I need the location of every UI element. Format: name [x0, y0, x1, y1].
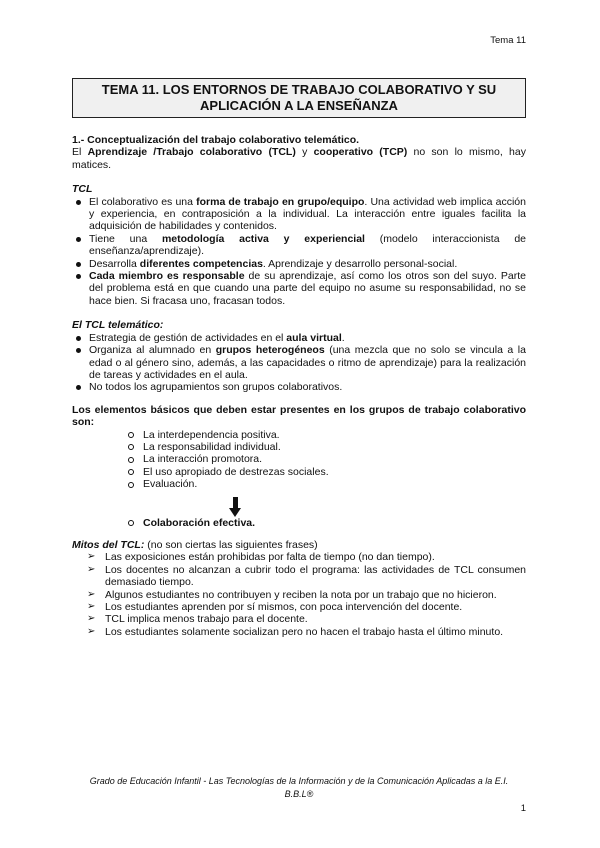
arrow-container — [72, 491, 526, 517]
item-text: Tiene una — [89, 232, 162, 245]
item-text: Organiza al alumnado en — [89, 344, 216, 357]
tcl-telematico-heading: El TCL telemático: — [72, 319, 164, 332]
item-text: Estrategia de gestión de actividades en el — [89, 331, 287, 344]
item-bold: forma de trabajo en grupo/equipo — [196, 195, 365, 208]
list-item — [72, 381, 526, 393]
title-line-1: TEMA 11. LOS ENTORNOS DE TRABAJO COLABORATIVO Y SU — [101, 82, 497, 97]
down-arrow-icon — [230, 497, 242, 517]
item-bold: metodología activa y experiencial — [161, 232, 365, 245]
list-item: La responsabilidad individual. — [128, 441, 526, 453]
item-text: (una mezcla que no solo se vincula a la edad o al género sino, además, a las capacidades o ritmo de aprendizaje) para la realización de tareas y actividades en el aula. — [89, 344, 526, 381]
item-text: Desarrolla — [89, 257, 140, 270]
list-item — [72, 344, 526, 381]
intro-text-3: no son lo mismo, hay matices. — [72, 146, 526, 171]
arrow-head — [229, 508, 241, 517]
tcl-telematico-list — [72, 332, 526, 394]
item-bold: aula virtual — [286, 331, 342, 344]
list-item: La interacción promotora. — [128, 453, 526, 465]
list-item — [72, 233, 526, 258]
item-bold: grupos heterogéneos — [215, 344, 325, 357]
page-footer — [72, 775, 526, 801]
list-item: ➢ TCL implica menos trabajo para el docente. — [87, 613, 526, 625]
list-item: ➢ Los docentes no alcanzan a cubrir todo el programa: las actividades de TCL consumen demasiado tiempo. — [87, 564, 526, 589]
mitos-heading-line — [72, 539, 526, 551]
tcl-list — [72, 196, 526, 308]
list-item: ➢ Los estudiantes aprenden por sí mismos, con poca intervención del docente. — [87, 601, 526, 613]
list-item: ➢ Las exposiciones están prohibidas por falta de tiempo (no dan tiempo). — [87, 551, 526, 563]
section-1-heading: 1.- Conceptualización del trabajo colaborativo telemático. — [72, 134, 360, 146]
item-text: No todos los agrupamientos son grupos colaborativos. — [89, 381, 343, 394]
intro-bold-2: cooperativo (TCP) — [313, 146, 408, 159]
item-bold: diferentes competencias — [139, 257, 263, 270]
list-item — [72, 196, 526, 233]
mitos-heading: Mitos del TCL: — [72, 538, 145, 551]
item-text: . Aprendizaje y desarrollo personal-social. — [262, 257, 458, 270]
footer-line-1: Grado de Educación Infantil - Las Tecnologías de la Información y de la Comunicación Aplicadas a la E.I. — [89, 776, 509, 786]
list-item — [72, 258, 526, 270]
elements-heading: Los elementos básicos que deben estar presentes en los grupos de trabajo colaborativo son: — [72, 403, 526, 429]
item-text: . — [341, 331, 345, 344]
list-item — [72, 270, 526, 307]
tcl-heading: TCL — [72, 183, 93, 196]
list-item: La interdependencia positiva. — [128, 429, 526, 441]
page-header-label: Tema 11 — [490, 35, 526, 46]
outcome-item: Colaboración efectiva. — [128, 517, 526, 529]
outcome-list — [72, 517, 526, 529]
item-text: (modelo interaccionista de enseñanza/aprendizaje). — [89, 232, 526, 258]
document-title-box — [72, 78, 526, 118]
page-number: 1 — [520, 803, 526, 814]
intro-text-2: y — [295, 146, 314, 159]
mitos-list — [72, 551, 526, 638]
footer-line-2: B.B.L® — [284, 789, 314, 799]
elements-list — [72, 429, 526, 491]
item-text: . Una actividad web implica acción y experiencia, en contraposición a la individual. La interacción entre iguales facilita la adquisición de habilidades y contenidos. — [89, 195, 526, 233]
intro-text-1: El — [72, 146, 88, 159]
item-bold: Cada miembro es responsable — [89, 270, 245, 283]
title-line-2: APLICACIÓN A LA ENSEÑANZA — [200, 98, 398, 113]
item-text: El colaborativo es una — [89, 195, 197, 208]
list-item: El uso apropiado de destrezas sociales. — [128, 466, 526, 478]
document-body — [72, 134, 526, 638]
list-item: Evaluación. — [128, 478, 526, 490]
list-item: ➢ Algunos estudiantes no contribuyen y reciben la nota por un trabajo que no hicieron. — [87, 589, 526, 601]
item-text: de su aprendizaje, así como los otros son del suyo. Parte del problema está en que cuando una parte del equipo no asume su responsabilidad, no se hace bien. Si fracasa uno, fracasan todos. — [89, 270, 526, 307]
intro-bold-1: Aprendizaje /Trabajo colaborativo (TCL) — [87, 146, 296, 159]
mitos-note: (no son ciertas las siguientes frases) — [144, 538, 318, 551]
section-1-intro — [72, 146, 526, 171]
list-item: ➢ Los estudiantes solamente socializan pero no hacen el trabajo hasta el último minuto. — [87, 626, 526, 638]
list-item — [72, 332, 526, 344]
